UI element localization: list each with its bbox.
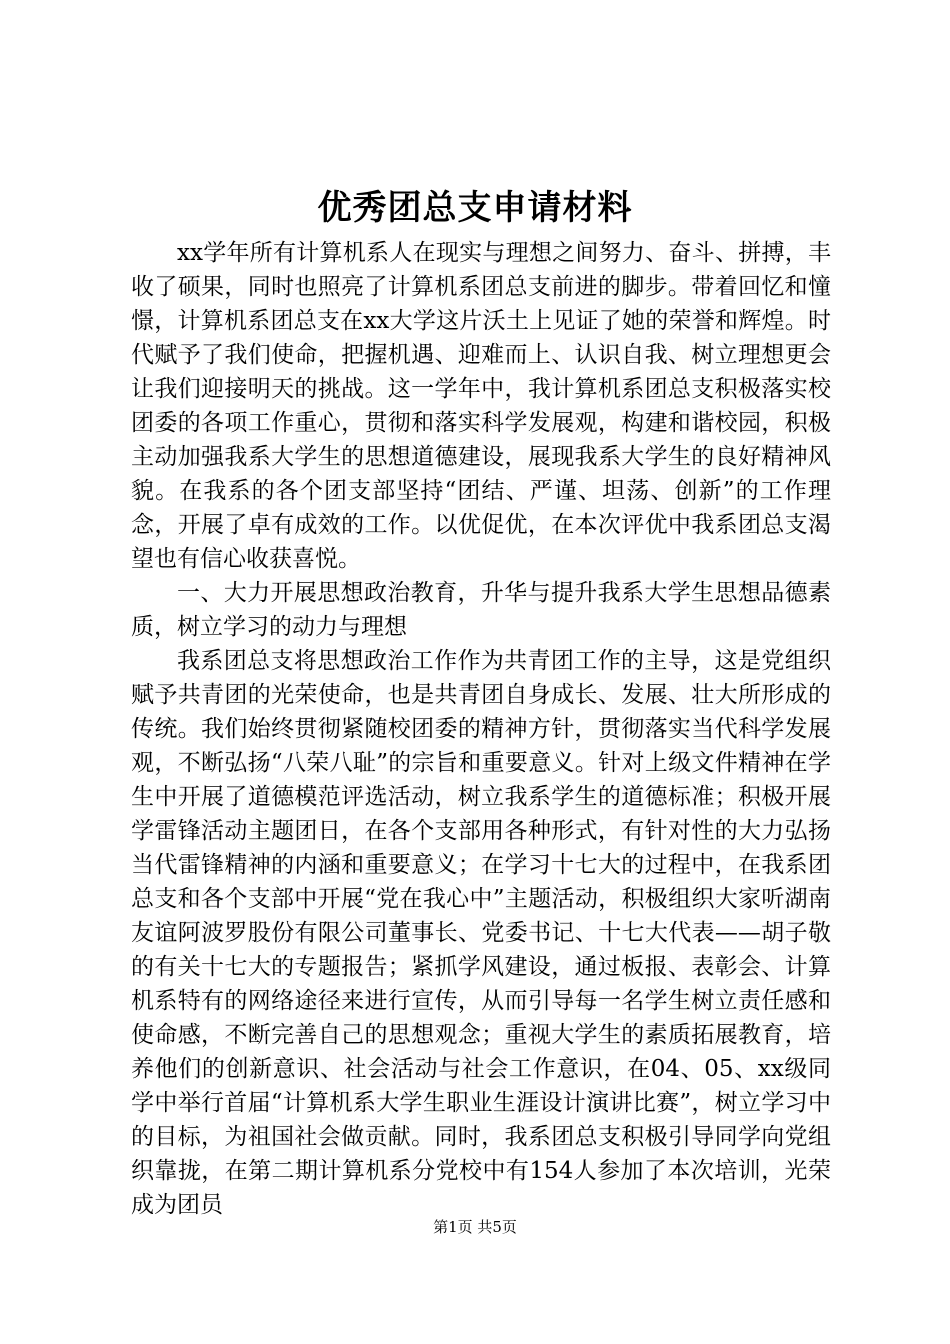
paragraph-section-1: 我系团总支将思想政治工作作为共青团工作的主导，这是党组织赋予共青团的光荣使命，也是共青团自身成长、发展、壮大所形成的传统。我们始终贯彻紧随校团委的精神方针，贯彻落实当代科学发展观，不断弘扬“八荣八耻”的宗旨和重要意义。针对上级文件精神在学生中开展了道德模范评选活动，树立我系学生的道德标准；积极开展学雷锋活动主题团日，在各个支部用各种形式，有针对性的大力弘扬当代雷锋精神的内涵和重要意义；在学习十七大的过程中，在我系团总支和各个支部中开展“党在我心中”主题活动，积极组织大家听湖南友谊阿波罗股份有限公司董事长、党委书记、十七大代表——胡子敬的有关十七大的专题报告；紧抓学风建设，通过板报、表彰会、计算机系特有的网络途径来进行宣传，从而引导每一名学生树立责任感和使命感，不断完善自己的思想观念；重视大学生的素质拓展教育，培养他们的创新意识、社会活动与社会工作意识，在04、05、xx级同学中举行首届“计算机系大学生职业生涯设计演讲比赛”，树立学习中的目标，为祖国社会做贡献。同时，我系团总支积极引导同学向党组织靠拢，在第二期计算机系分党校中有154人参加了本次培训，光荣成为团员	[131, 648, 831, 1218]
paragraph-intro: xx学年所有计算机系人在现实与理想之间努力、奋斗、拼搏，丰收了硕果，同时也照亮了计算机系团总支前进的脚步。带着回忆和憧憬，计算机系团总支在xx大学这片沃土上见证了她的荣誉和辉煌。时代赋予了我们使命，把握机遇、迎难而上、认识自我、树立理想更会让我们迎接明天的挑战。这一学年中，我计算机系团总支积极落实校团委的各项工作重心，贯彻和落实科学发展观，构建和谐校园，积极主动加强我系大学生的思想道德建设，展现我系大学生的良好精神风貌。在我系的各个团支部坚持“团结、严谨、坦荡、创新”的工作理念，开展了卓有成效的工作。以优促优，在本次评优中我系团总支渴望也有信心收获喜悦。	[131, 240, 831, 572]
document-body	[131, 236, 831, 1222]
document-title: 优秀团总支申请材料	[317, 188, 633, 228]
section-heading-1: 一、大力开展思想政治教育，升华与提升我系大学生思想品德素质，树立学习的动力与理想	[131, 580, 831, 640]
page-number-footer: 第1页 共5页	[433, 1218, 517, 1236]
